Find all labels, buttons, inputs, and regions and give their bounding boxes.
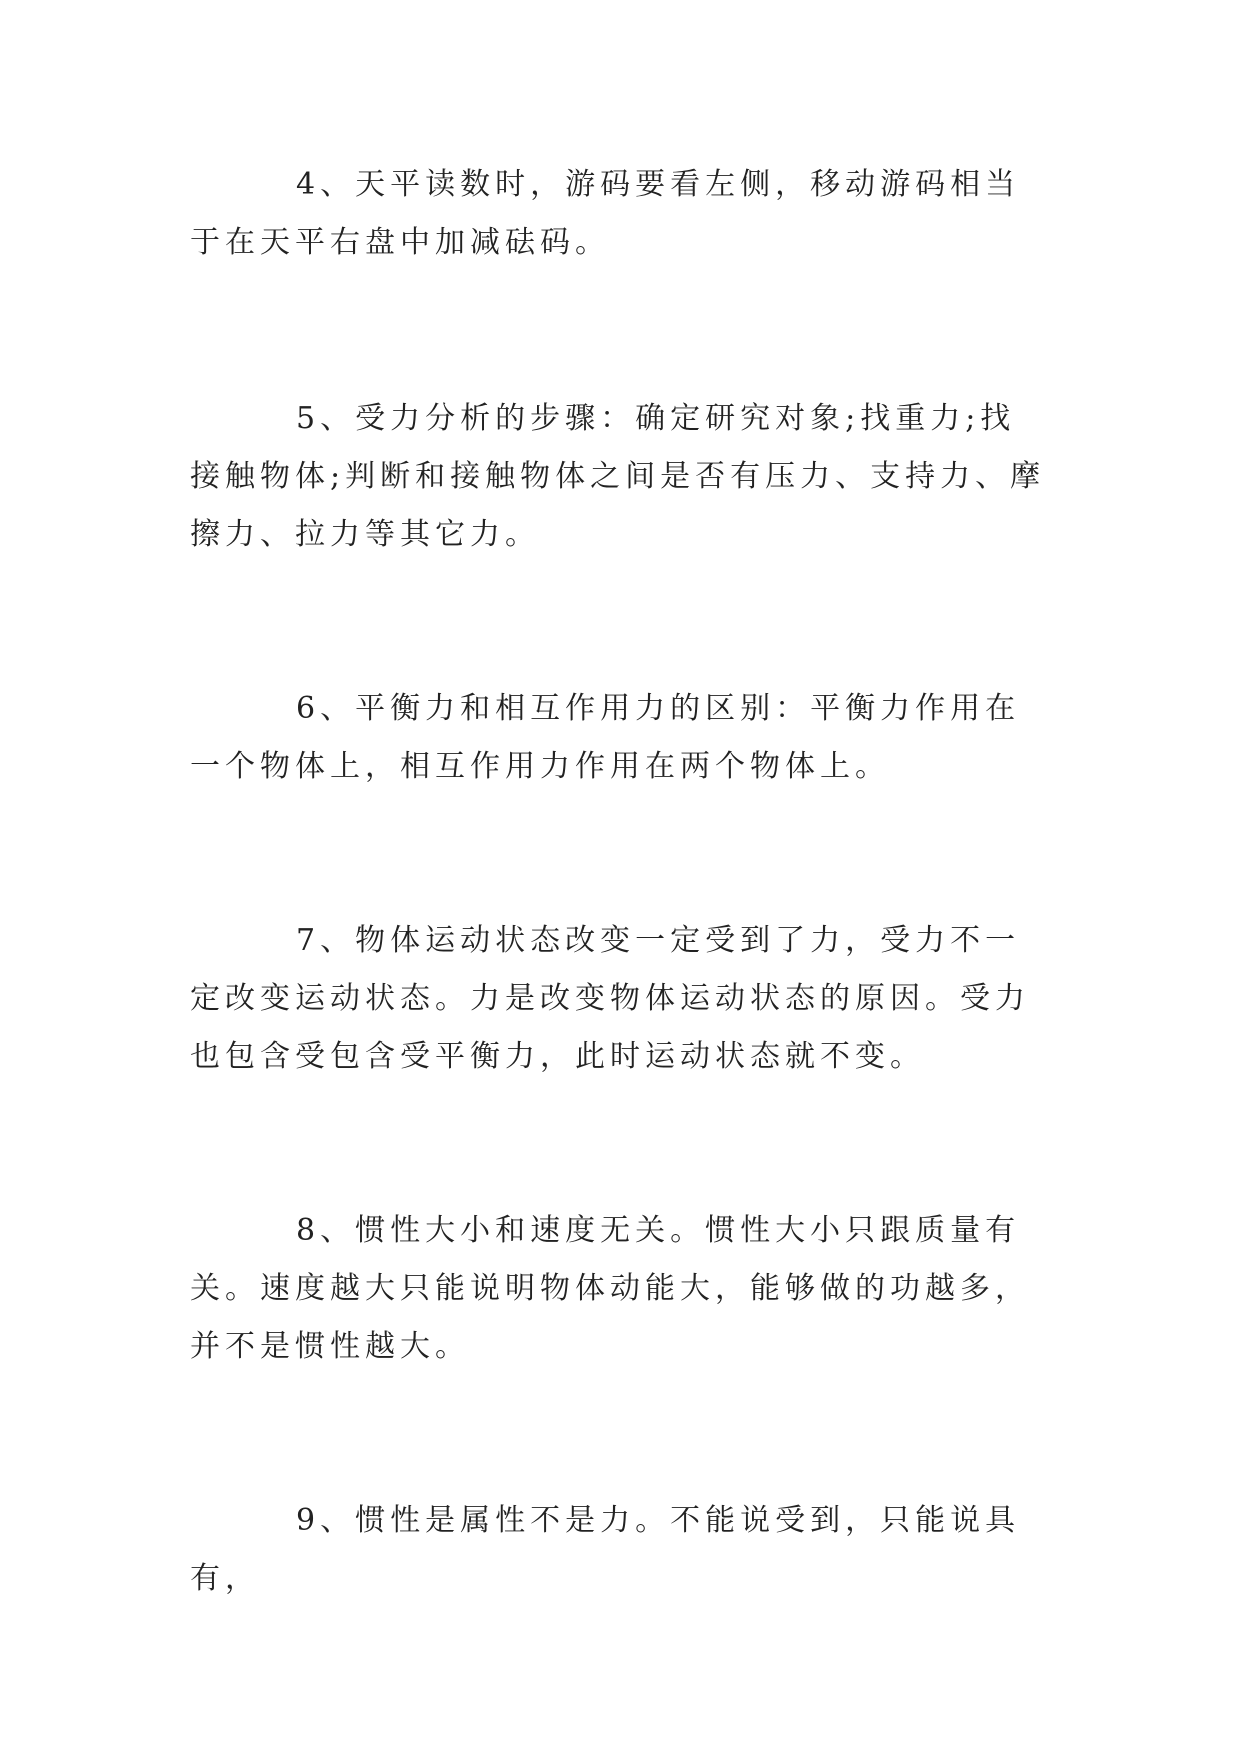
paragraph-item-8: 8、惯性大小和速度无关。惯性大小只跟质量有关。速度越大只能说明物体动能大，能够做的功越多，并不是惯性越大。 (190, 1213, 1030, 1364)
paragraph-item-5: 5、受力分析的步骤：确定研究对象;找重力;找接触物体;判断和接触物体之间是否有压力、支持力、摩擦力、拉力等其它力。 (190, 401, 1046, 552)
paragraph-item-6: 6、平衡力和相互作用力的区别：平衡力作用在一个物体上，相互作用力作用在两个物体上。 (190, 691, 1021, 784)
paragraph-item-7: 7、物体运动状态改变一定受到了力，受力不一定改变运动状态。力是改变物体运动状态的原因。受力也包含受包含受平衡力，此时运动状态就不变。 (190, 923, 1030, 1074)
paragraph-item-4: 4、天平读数时，游码要看左侧，移动游码相当于在天平右盘中加减砝码。 (190, 167, 1021, 260)
paragraph-item-9: 9、惯性是属性不是力。不能说受到，只能说具有， (190, 1503, 1021, 1596)
